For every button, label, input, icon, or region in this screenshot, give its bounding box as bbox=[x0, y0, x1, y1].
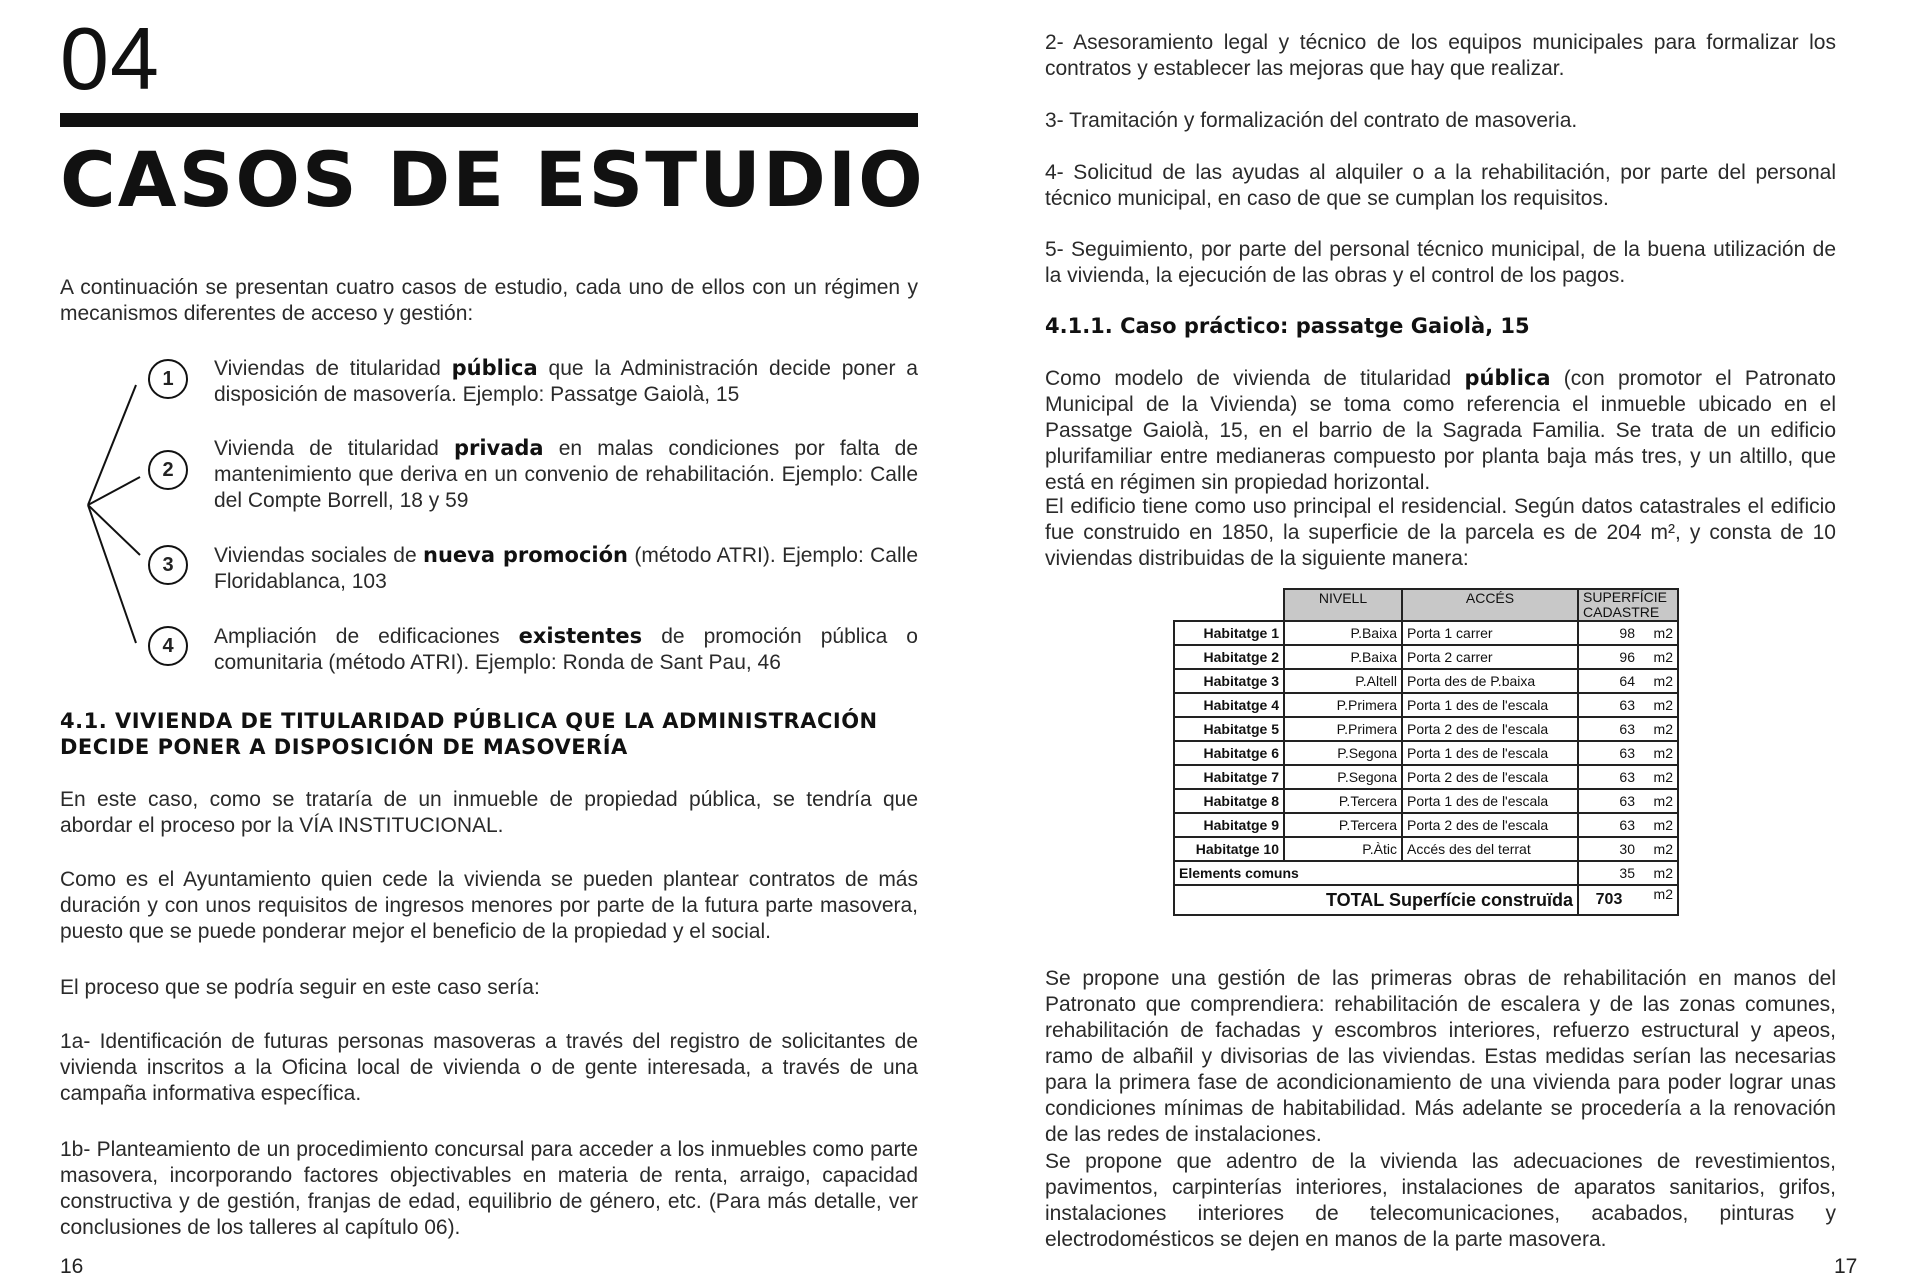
row-acces: Porta 2 des de l'escala bbox=[1402, 717, 1578, 741]
row-label: Habitatge 9 bbox=[1174, 813, 1284, 837]
row-value: 63 bbox=[1578, 789, 1639, 813]
table-header-row bbox=[1174, 589, 1678, 621]
row-value: 63 bbox=[1578, 741, 1639, 765]
row-acces: Porta 1 des de l'escala bbox=[1402, 789, 1578, 813]
branch-line-2 bbox=[88, 477, 140, 505]
step-paragraph-5: 5- Seguimiento, por parte del personal técnico municipal, de la buena utilización de la vivienda, la ejecución de las obras y el control de los pagos. bbox=[1045, 238, 1836, 287]
row-acces: Porta 2 des de l'escala bbox=[1402, 765, 1578, 789]
case-item-2: Vivienda de titularidad privada en malas condiciones por falta de mantenimiento que deriva en un convenio de rehabilitación. Ejemplo: Calle del Compte Borrell, 18 y 59 bbox=[214, 436, 918, 512]
branch-line-1 bbox=[88, 385, 136, 505]
row-unit: m2 bbox=[1639, 741, 1678, 765]
page-number-left: 16 bbox=[60, 1255, 84, 1278]
row-unit: m2 bbox=[1639, 645, 1678, 669]
row-value: 98 bbox=[1578, 621, 1639, 645]
case-number-1: 1 bbox=[148, 359, 188, 399]
table-row bbox=[1174, 813, 1678, 837]
row-nivell: P.Baixa bbox=[1284, 621, 1402, 645]
table-body bbox=[1174, 621, 1678, 915]
row-nivell: P.Altell bbox=[1284, 669, 1402, 693]
row-nivell: P.Àtic bbox=[1284, 837, 1402, 861]
header-nivell: NIVELL bbox=[1284, 589, 1402, 621]
total-unit: m2 bbox=[1639, 885, 1678, 915]
row-nivell: P.Primera bbox=[1284, 717, 1402, 741]
case-number-2: 2 bbox=[148, 450, 188, 490]
step-paragraph-2: 2- Asesoramiento legal y técnico de los equipos municipales para formalizar los contratos y establecer las mejoras que hay que realizar. bbox=[1045, 31, 1836, 80]
row-value: 96 bbox=[1578, 645, 1639, 669]
body-paragraph-1: En este caso, como se trataría de un inmueble de propiedad pública, se tendría que abordar el proceso por la VÍA INSTITUCIONAL. bbox=[60, 788, 918, 837]
row-value: 30 bbox=[1578, 837, 1639, 861]
table-row bbox=[1174, 837, 1678, 861]
row-value: 64 bbox=[1578, 669, 1639, 693]
total-value: 703 bbox=[1578, 885, 1639, 915]
row-unit: m2 bbox=[1639, 765, 1678, 789]
row-unit: m2 bbox=[1639, 669, 1678, 693]
table-row bbox=[1174, 789, 1678, 813]
right-page bbox=[960, 0, 1920, 1280]
branch-line-4 bbox=[88, 505, 136, 643]
chapter-number: 04 bbox=[60, 9, 160, 108]
step-paragraph-4: 4- Solicitud de las ayudas al alquiler o a la rehabilitación, por parte del personal técnico municipal, en caso de que se cumplan los requisitos. bbox=[1045, 161, 1836, 210]
body-paragraph-4: 1a- Identificación de futuras personas masoveras a través del registro de solicitantes de vivienda inscritos a la Oficina local de vivienda o de gente interesada, a través de una campaña informativa específica. bbox=[60, 1030, 918, 1105]
row-label: Habitatge 5 bbox=[1174, 717, 1284, 741]
row-value: 63 bbox=[1578, 765, 1639, 789]
case-item-1: Viviendas de titularidad pública que la Administración decide poner a disposición de masovería. Ejemplo: Passatge Gaiolà, 15 bbox=[214, 356, 918, 406]
header-superficie: SUPERFÍCIE CADASTRE bbox=[1578, 589, 1678, 621]
interior-paragraph: Se propone que adentro de la vivienda las adecuaciones de revestimientos, pavimentos, carpinterías interiores, instalaciones de aparatos sanitarios, grifos, instalaciones interiores de telecomunicaciones, acabados, pinturas y electrodomésticos se dejen en manos de la parte masovera. bbox=[1045, 1150, 1836, 1251]
case-number-4: 4 bbox=[148, 626, 188, 666]
row-unit: m2 bbox=[1639, 717, 1678, 741]
row-unit: m2 bbox=[1639, 813, 1678, 837]
commons-value: 35 bbox=[1578, 861, 1639, 885]
row-acces: Porta 1 des de l'escala bbox=[1402, 741, 1578, 765]
step-paragraph-3: 3- Tramitación y formalización del contrato de masoveria. bbox=[1045, 109, 1578, 132]
row-nivell: P.Primera bbox=[1284, 693, 1402, 717]
rehab-paragraph: Se propone una gestión de las primeras obras de rehabilitación en manos del Patronato que comprendiera: rehabilitación de escalera y de las zonas comunes, rehabilitación de fachadas y escombros interiores, refuerzo estructural y apeos, ramo de albañil y divisorias de las viviendas. Estas medidas serían las necesarias para la primera fase de acondicionamiento de una vivienda para poder lograr unas condiciones mínimas de habitabilidad. Más adelante se procedería a la renovación de las redes de instalaciones. bbox=[1045, 967, 1836, 1146]
building-paragraph: El edificio tiene como uso principal el residencial. Según datos catastrales el edificio fue construido en 1850, la superficie de la parcela es de 204 m², y consta de 10 viviendas distribuidas de la siguiente manera: bbox=[1045, 495, 1836, 570]
chapter-rule bbox=[60, 113, 918, 127]
table-row bbox=[1174, 621, 1678, 645]
row-label: Habitatge 6 bbox=[1174, 741, 1284, 765]
body-paragraph-2: Como es el Ayuntamiento quien cede la vivienda se pueden plantear contratos de más duración y con unos requisitos de ingresos menores por parte de la futura parte masovera, puesto que se puede ponderar mejor el beneficio de la propiedad y el social. bbox=[60, 868, 918, 943]
row-label: Habitatge 3 bbox=[1174, 669, 1284, 693]
row-nivell: P.Tercera bbox=[1284, 789, 1402, 813]
table-row bbox=[1174, 741, 1678, 765]
table-row-total bbox=[1174, 885, 1678, 915]
row-label: Habitatge 1 bbox=[1174, 621, 1284, 645]
table-row bbox=[1174, 765, 1678, 789]
branch-diagram bbox=[60, 355, 220, 685]
table-row bbox=[1174, 693, 1678, 717]
row-label: Habitatge 2 bbox=[1174, 645, 1284, 669]
case-list bbox=[60, 355, 918, 685]
row-unit: m2 bbox=[1639, 621, 1678, 645]
row-unit: m2 bbox=[1639, 837, 1678, 861]
chapter-title: CASOS DE ESTUDIO bbox=[60, 135, 925, 224]
row-label: Habitatge 8 bbox=[1174, 789, 1284, 813]
table-row-commons bbox=[1174, 861, 1678, 885]
intro-paragraph: A continuación se presentan cuatro casos de estudio, cada uno de ellos con un régimen y mecanismos diferentes de acceso y gestión: bbox=[60, 276, 918, 325]
row-value: 63 bbox=[1578, 717, 1639, 741]
total-label: TOTAL Superfície construïda bbox=[1174, 885, 1578, 915]
row-nivell: P.Baixa bbox=[1284, 645, 1402, 669]
page-number-right: 17 bbox=[1834, 1255, 1858, 1278]
case-item-4: Ampliación de edificaciones existentes de promoción pública o comunitaria (método ATRI). Ejemplo: Ronda de Sant Pau, 46 bbox=[214, 624, 918, 674]
case-item-3: Viviendas sociales de nueva promoción (método ATRI). Ejemplo: Calle Floridablanca, 103 bbox=[214, 543, 918, 593]
row-acces: Porta 2 carrer bbox=[1402, 645, 1578, 669]
row-nivell: P.Tercera bbox=[1284, 813, 1402, 837]
body-paragraph-5: 1b- Planteamiento de un procedimiento concursal para acceder a los inmuebles como parte masovera, incorporando factores objectivables en materia de renta, arraigo, capacidad constructiva y de gestión, franjas de edad, equilibrio de género, etc. (Para más detalle, ver conclusiones de los talleres al capítulo 06). bbox=[60, 1138, 918, 1239]
header-acces: ACCÉS bbox=[1402, 589, 1578, 621]
row-nivell: P.Segona bbox=[1284, 765, 1402, 789]
table-header-blank bbox=[1174, 589, 1284, 621]
row-acces: Accés des del terrat bbox=[1402, 837, 1578, 861]
row-label: Habitatge 7 bbox=[1174, 765, 1284, 789]
row-unit: m2 bbox=[1639, 789, 1678, 813]
body-paragraph-3: El proceso que se podría seguir en este caso sería: bbox=[60, 976, 540, 999]
table-row bbox=[1174, 717, 1678, 741]
case-number-3: 3 bbox=[148, 545, 188, 585]
commons-label: Elements comuns bbox=[1174, 861, 1578, 885]
row-label: Habitatge 10 bbox=[1174, 837, 1284, 861]
section-heading: 4.1. VIVIENDA DE TITULARIDAD PÚBLICA QUE LA ADMINISTRACIÓN DECIDE PONER A DISPOSICIÓN DE MASOVERÍA bbox=[60, 709, 878, 759]
commons-unit: m2 bbox=[1639, 861, 1678, 885]
row-acces: Porta 1 des de l'escala bbox=[1402, 693, 1578, 717]
row-nivell: P.Segona bbox=[1284, 741, 1402, 765]
row-value: 63 bbox=[1578, 693, 1639, 717]
row-acces: Porta 1 carrer bbox=[1402, 621, 1578, 645]
row-value: 63 bbox=[1578, 813, 1639, 837]
table-row bbox=[1174, 669, 1678, 693]
case-paragraph: Como modelo de vivienda de titularidad pública (con promotor el Patronato Municipal de la Vivienda) se toma como referencia el inmueble ubicado en el Passatge Gaiolà, 15, en el barrio de la Sagrada Familia. Se trata de un edificio plurifamiliar entre medianeras compuesto por planta baja más tres, y un altillo, que está en régimen sin propiedad horizontal. bbox=[1045, 366, 1836, 494]
table-row bbox=[1174, 645, 1678, 669]
row-acces: Porta des de P.baixa bbox=[1402, 669, 1578, 693]
row-acces: Porta 2 des de l'escala bbox=[1402, 813, 1578, 837]
case-subheading: 4.1.1. Caso práctico: passatge Gaiolà, 15 bbox=[1045, 314, 1530, 338]
row-unit: m2 bbox=[1639, 693, 1678, 717]
row-label: Habitatge 4 bbox=[1174, 693, 1284, 717]
cadastre-table bbox=[1173, 588, 1679, 916]
